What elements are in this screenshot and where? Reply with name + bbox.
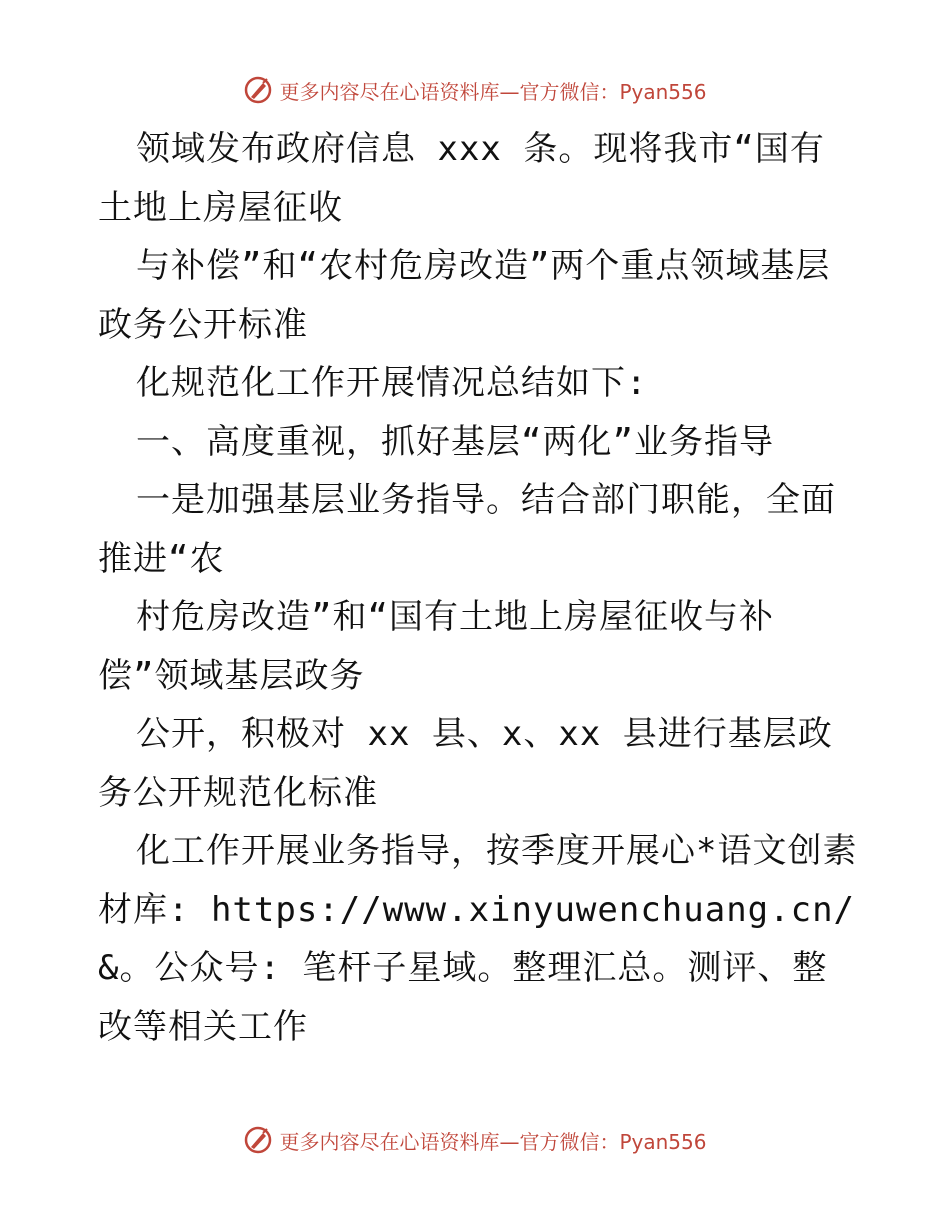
footer-watermark	[0, 1120, 950, 1160]
watermark-text: 更多内容尽在心语资料库—官方微信：Pyan556	[279, 79, 707, 104]
quill-pen-circle-icon	[243, 1125, 273, 1155]
header-watermark	[0, 70, 950, 110]
paragraph-7: 化工作开展业务指导，按季度开展心*语文创素材库: https://www.xinyuwenchuang.cn/&。公众号: 笔杆子星域。整理汇总。测评、整改等相关工作	[98, 831, 858, 1047]
paragraph-5: 村危房改造”和“国有土地上房屋征收与补偿”领域基层政务	[98, 597, 774, 696]
paragraph-6: 公开，积极对 xx 县、x、xx 县进行基层政务公开规范化标准	[98, 714, 833, 813]
paragraph-4: 一是加强基层业务指导。结合部门职能，全面推进“农	[98, 480, 836, 579]
quill-pen-circle-icon	[243, 75, 273, 105]
paragraph-3: 化规范化工作开展情况总结如下:	[136, 363, 648, 403]
paragraph-1: 领域发布政府信息 xxx 条。现将我市“国有土地上房屋征收	[98, 129, 825, 228]
watermark-text: 更多内容尽在心语资料库—官方微信：Pyan556	[279, 1129, 707, 1154]
section-heading-1: 一、高度重视，抓好基层“两化”业务指导	[136, 421, 774, 462]
paragraph-2: 与补偿”和“农村危房改造”两个重点领域基层政务公开标准	[98, 246, 831, 345]
document-body	[98, 120, 858, 1056]
